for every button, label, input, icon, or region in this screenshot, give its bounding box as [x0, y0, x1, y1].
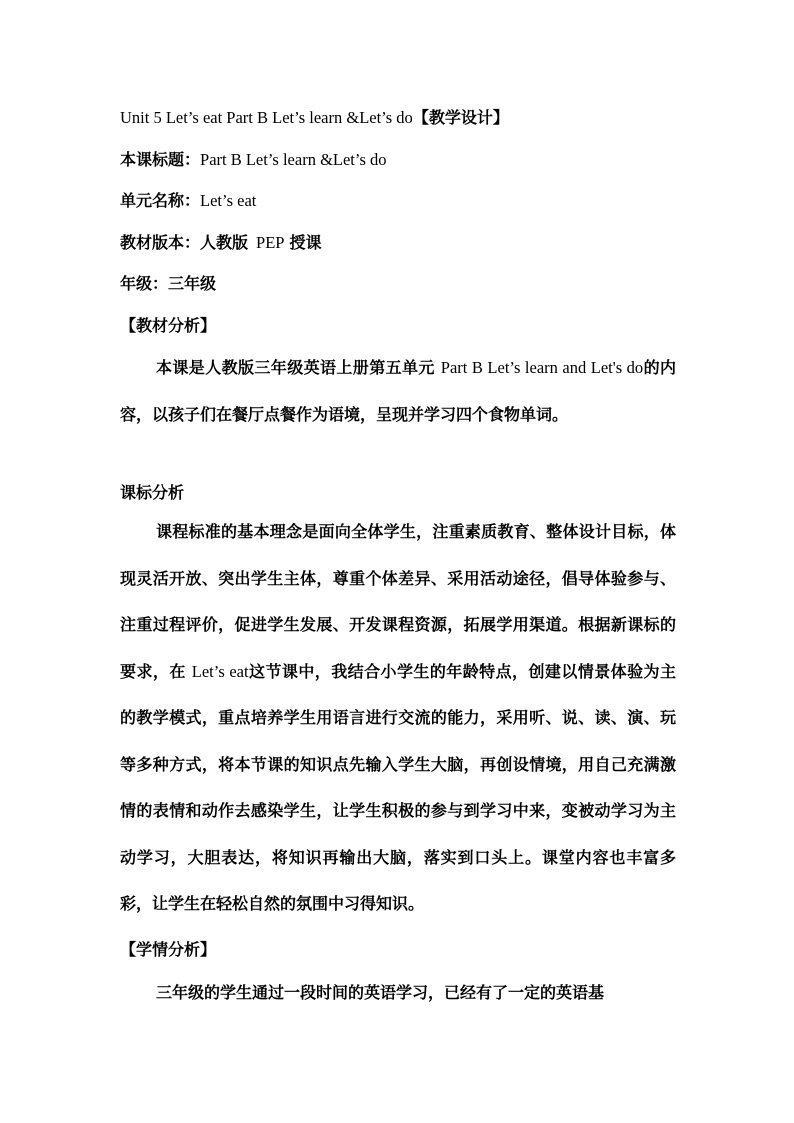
title-tag: 【教学设计】	[412, 108, 509, 127]
textbook-version-row	[120, 233, 321, 253]
title-english: Unit 5 Let’s eat Part B Let’s learn &Let’s do	[120, 108, 413, 127]
material-analysis-paragraph	[120, 345, 676, 438]
textbook-version-edition: PEP	[256, 233, 285, 252]
material-para-part2: Part B Let’s learn and Let's do	[440, 358, 644, 377]
material-para-part1: 本课是人教版三年级英语上册第五单元	[156, 358, 435, 377]
lesson-title-row	[120, 150, 387, 170]
textbook-version-label: 教材版本：	[120, 233, 201, 252]
standard-para-part3: 这节课中，我结合小学生的年龄特点，创建以情景体验为主的教学模式，重点培养学生用语言进行交流的能力，采用听、说、读、演、玩等多种方式，将本节课的知识点先输入学生大脑，再创设情境，用自己充满激情的表情和动作去感染学生，让学生积极的参与到学习中来，变被动学习为主动学习，大胆表达，将知识再输出大脑，落实到口头上。课堂内容也丰富多彩，让学生在轻松自然的氛围中习得知识。	[120, 661, 676, 913]
document-title	[120, 108, 509, 128]
lesson-title-value: Part B Let’s learn &Let’s do	[200, 150, 387, 169]
standard-para-part1: 课程标准的基本理念是面向全体学生，注重素质教育、整体设计目标，体现灵活开放、突出学生主体，尊重个体差异、采用活动途径，倡导体验参与、注重过程评价，促进学生发展、开发课程资源，拓展学用渠道。根据新课标的要求，在	[120, 522, 676, 681]
unit-name-row	[120, 191, 256, 211]
material-para-part3: 的内容，以孩子们在餐厅点餐作为语境，呈现并学习四个食物单词。	[120, 358, 676, 424]
learner-analysis-heading: 【学情分析】	[120, 940, 217, 959]
grade-value: 三年级	[168, 274, 217, 293]
textbook-version-type: 授课	[289, 233, 322, 252]
textbook-version-publisher: 人教版	[200, 233, 249, 252]
standard-para-part2: Let’s eat	[191, 661, 249, 681]
grade-label: 年级：	[120, 274, 169, 293]
curriculum-standard-heading: 课标分析	[120, 483, 185, 502]
unit-name-value: Let’s eat	[200, 191, 257, 210]
lesson-title-label: 本课标题：	[120, 150, 201, 169]
unit-name-label: 单元名称：	[120, 191, 201, 210]
grade-row	[120, 274, 216, 294]
curriculum-standard-paragraph	[120, 509, 676, 928]
learner-analysis-paragraph: 三年级的学生通过一段时间的英语学习，已经有了一定的英语基	[156, 983, 605, 1002]
material-analysis-heading: 【教材分析】	[120, 316, 217, 335]
